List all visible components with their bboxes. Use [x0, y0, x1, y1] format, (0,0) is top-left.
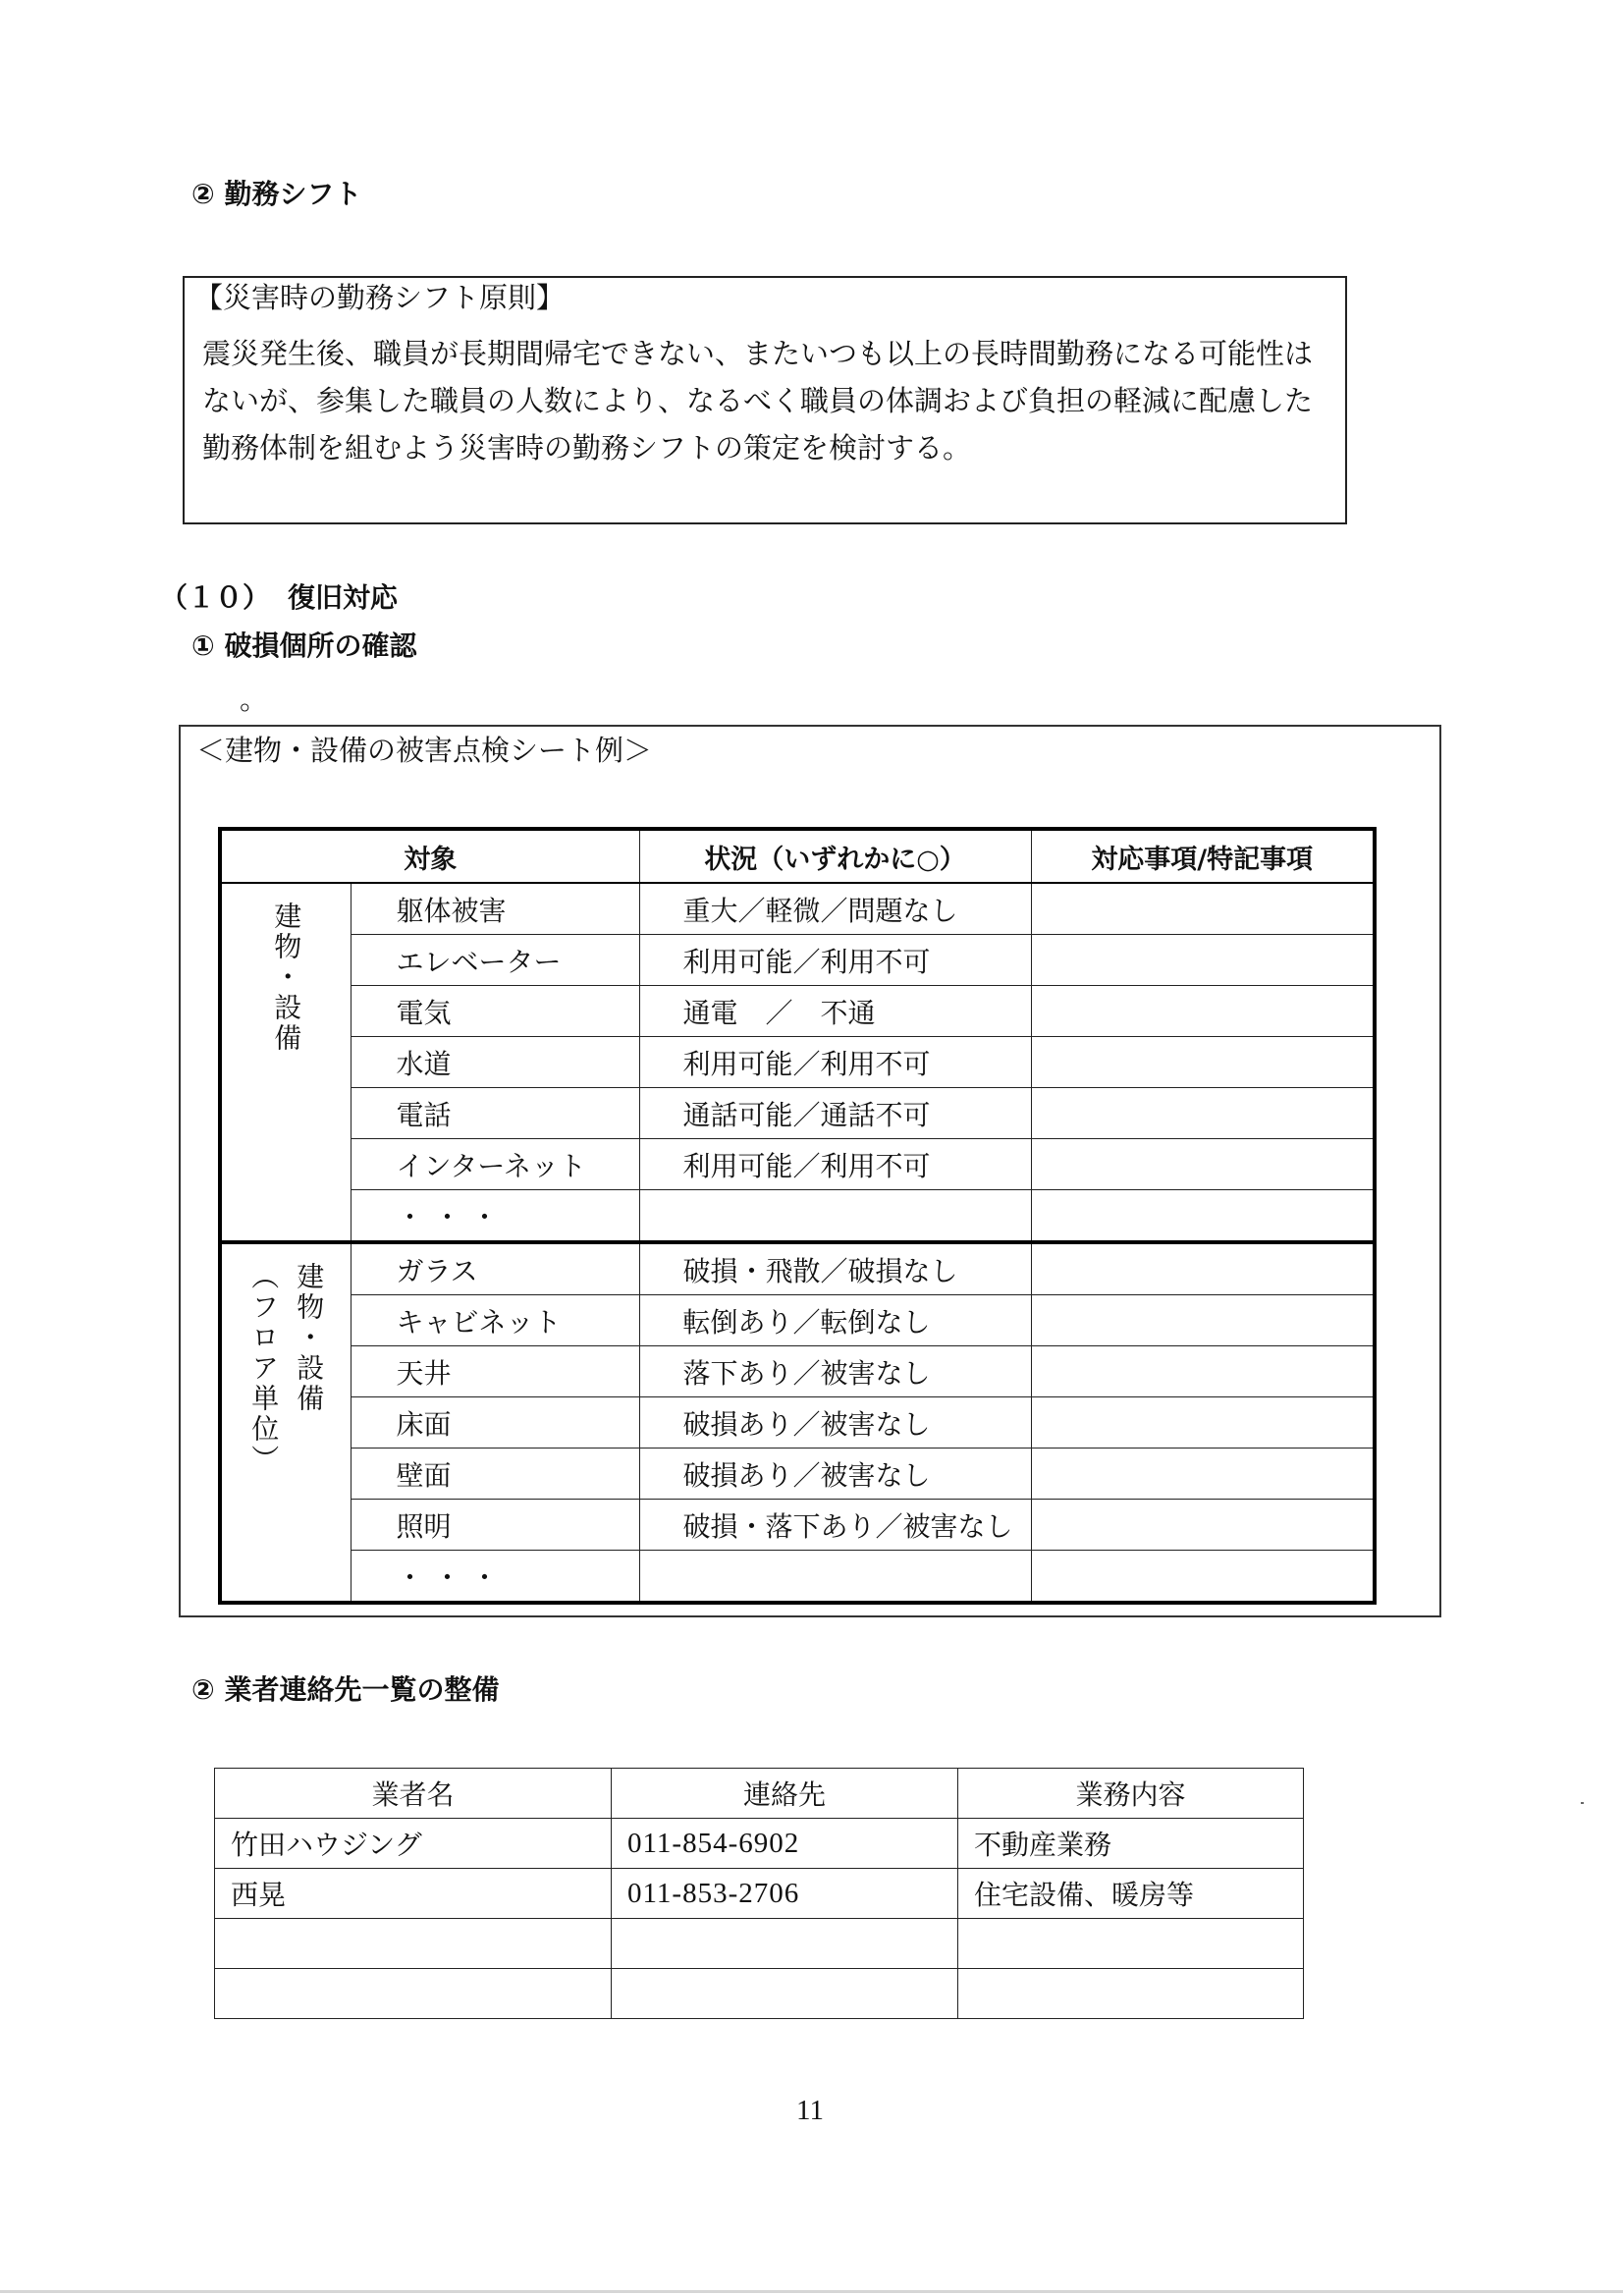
- shift-principle-body: [202, 330, 1313, 471]
- item-notes-cell: [1031, 883, 1375, 935]
- item-notes-cell: [1031, 1190, 1375, 1243]
- section-number: （１０）: [160, 581, 271, 614]
- table-row: [220, 883, 1375, 935]
- table-row: [220, 1088, 1375, 1139]
- item-name: 躯体被害: [351, 883, 639, 935]
- item-notes-cell: [1031, 1500, 1375, 1551]
- item-notes-cell: [1031, 1346, 1375, 1397]
- table-row: [220, 1295, 1375, 1346]
- body-line: 勤務体制を組むよう災害時の勤務シフトの策定を検討する。: [202, 431, 972, 465]
- item-notes-cell: [1031, 1242, 1375, 1295]
- item-notes-cell: [1031, 1449, 1375, 1500]
- vendor-name: 西晃: [215, 1869, 612, 1919]
- table-row: [220, 1190, 1375, 1243]
- item-status: 利用可能／利用不可: [639, 1037, 1031, 1088]
- item-name: ガラス: [351, 1242, 639, 1295]
- item-name: 天井: [351, 1346, 639, 1397]
- item-status: 重大／軽微／問題なし: [639, 883, 1031, 935]
- stray-period: 。: [240, 683, 269, 716]
- table-row: [215, 1869, 1304, 1919]
- item-name: インターネット: [351, 1139, 639, 1190]
- scan-speck: [1581, 1802, 1584, 1804]
- item-notes-cell: [1031, 1088, 1375, 1139]
- sheet-caption: ＜建物・設備の被害点検シート例＞: [196, 734, 653, 767]
- header-notes: 対応事項/特記事項: [1031, 829, 1375, 883]
- item-status: 通話可能／通話不可: [639, 1088, 1031, 1139]
- body-line: 震災発生後、職員が長期間帰宅できない、またいつも以上の長時間勤務になる可能性は: [202, 337, 1314, 370]
- header-row: [220, 829, 1375, 883]
- item-name: 壁面: [351, 1449, 639, 1500]
- item-status: 破損あり／被害なし: [639, 1449, 1031, 1500]
- table-row: [220, 1346, 1375, 1397]
- item-name: キャビネット: [351, 1295, 639, 1346]
- item-notes-cell: [1031, 1397, 1375, 1449]
- shift-heading: ② 勤務シフト: [191, 178, 362, 210]
- empty-cell: [958, 1919, 1304, 1969]
- group-label-cell: [220, 883, 351, 1242]
- vendor-contacts-heading: ② 業者連絡先一覧の整備: [191, 1673, 500, 1706]
- table-row: [220, 1139, 1375, 1190]
- item-status: 破損・飛散／破損なし: [639, 1242, 1031, 1295]
- table-row: [220, 1449, 1375, 1500]
- item-name: エレベーター: [351, 935, 639, 986]
- item-status: 転倒あり／転倒なし: [639, 1295, 1031, 1346]
- item-name: ・・・: [351, 1190, 639, 1243]
- vendor-contact: 011-853-2706: [612, 1869, 958, 1919]
- table-row: [220, 1551, 1375, 1604]
- damage-check-heading: ① 破損個所の確認: [191, 629, 417, 662]
- item-name: 電気: [351, 986, 639, 1037]
- section-title: 復旧対応: [288, 581, 399, 614]
- item-status: 通電 ／ 不通: [639, 986, 1031, 1037]
- scan-edge: [0, 2290, 1623, 2293]
- item-status: 破損あり／被害なし: [639, 1397, 1031, 1449]
- header-status: 状況（いずれかに○）: [639, 829, 1031, 883]
- table-row: [220, 986, 1375, 1037]
- group-label-line: （フロア単位）: [247, 1262, 281, 1475]
- item-status: [639, 1190, 1031, 1243]
- group-label-line: 建物・設備: [270, 902, 303, 1054]
- empty-cell: [958, 1969, 1304, 2019]
- damage-check-table: [218, 827, 1377, 1605]
- item-notes-cell: [1031, 1551, 1375, 1604]
- item-name: 電話: [351, 1088, 639, 1139]
- header-business: 業務内容: [958, 1769, 1304, 1819]
- shift-principle-title: 【災害時の勤務シフト原則】: [194, 281, 566, 314]
- header-contact: 連絡先: [612, 1769, 958, 1819]
- item-status: [639, 1551, 1031, 1604]
- table-row: [220, 1500, 1375, 1551]
- vendor-contacts-table: [214, 1768, 1304, 2019]
- group-label-cell: [220, 1242, 351, 1603]
- body-line: ないが、参集した職員の人数により、なるべく職員の体調および負担の軽減に配慮した: [202, 384, 1314, 417]
- empty-cell: [612, 1969, 958, 2019]
- vendor-business: 不動産業務: [958, 1819, 1304, 1869]
- group-label: [241, 1262, 331, 1475]
- vendor-contact: 011-854-6902: [612, 1819, 958, 1869]
- header-row: [215, 1769, 1304, 1819]
- item-status: 破損・落下あり／被害なし: [639, 1500, 1031, 1551]
- item-status: 落下あり／被害なし: [639, 1346, 1031, 1397]
- item-notes-cell: [1031, 1295, 1375, 1346]
- item-name: 照明: [351, 1500, 639, 1551]
- item-notes-cell: [1031, 1139, 1375, 1190]
- damage-inspection-sheet: [179, 725, 1441, 1617]
- empty-cell: [612, 1919, 958, 1969]
- table-row: [215, 1919, 1304, 1969]
- item-name: 床面: [351, 1397, 639, 1449]
- vendor-name: 竹田ハウジング: [215, 1819, 612, 1869]
- page-number: 11: [796, 2095, 824, 2126]
- empty-cell: [215, 1969, 612, 2019]
- item-notes-cell: [1031, 1037, 1375, 1088]
- table-row: [215, 1969, 1304, 2019]
- header-vendor-name: 業者名: [215, 1769, 612, 1819]
- item-status: 利用可能／利用不可: [639, 935, 1031, 986]
- item-notes-cell: [1031, 986, 1375, 1037]
- vendor-business: 住宅設備、暖房等: [958, 1869, 1304, 1919]
- table-row: [220, 1397, 1375, 1449]
- item-status: 利用可能／利用不可: [639, 1139, 1031, 1190]
- empty-cell: [215, 1919, 612, 1969]
- table-row: [220, 1242, 1375, 1295]
- table-row: [220, 1037, 1375, 1088]
- item-name: ・・・: [351, 1551, 639, 1604]
- header-target: 対象: [220, 829, 639, 883]
- item-name: 水道: [351, 1037, 639, 1088]
- group-label-line: 建物・設備: [293, 1262, 326, 1414]
- table-row: [220, 935, 1375, 986]
- group-label: [263, 902, 308, 1054]
- shift-principle-box: [183, 276, 1347, 524]
- recovery-heading: [160, 583, 398, 613]
- table-row: [215, 1819, 1304, 1869]
- item-notes-cell: [1031, 935, 1375, 986]
